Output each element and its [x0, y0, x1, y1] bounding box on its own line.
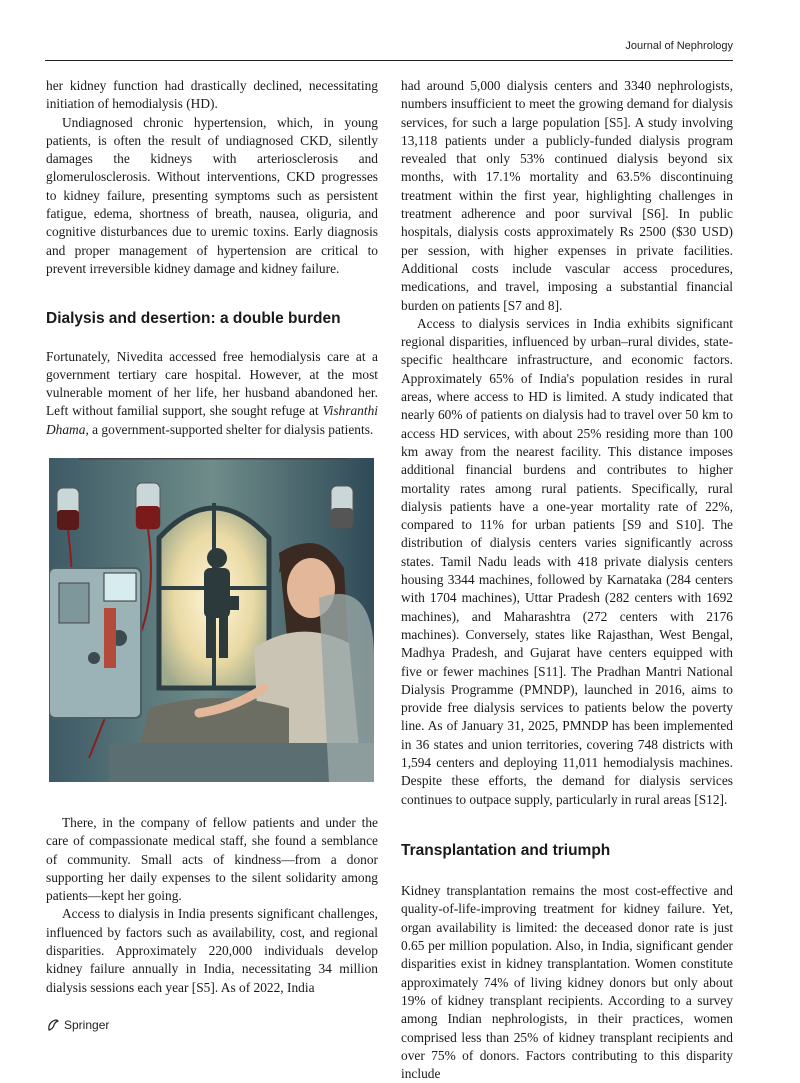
springer-logo-icon [46, 1018, 60, 1032]
right-column [401, 77, 733, 1083]
dialysis-illustration [49, 458, 374, 782]
section-heading-dialysis: Dialysis and desertion: a double burden [46, 310, 341, 328]
shelter-name: Vishranthi Dhama [46, 403, 378, 437]
section-heading-transplantation: Transplantation and triumph [401, 841, 611, 859]
paragraph: Fortunately, Nivedita accessed free hemodialysis care at a government tertiary care hospital. However, at the most vulnerable moment of her life, her husband abandoned her. Left without familial support, she sought refuge at Vishranthi Dhama, a government-supported shelter for dialysis patients. [46, 348, 378, 437]
publisher-name: Springer [64, 1018, 110, 1032]
paragraph: Access to dialysis services in India exhibits significant regional disparities, influenced by urban–rural divides, state-specific healthcare infrastructure, and economic factors. Approximately 65% of India's population resides in rural areas, where access to HD is limited. A study indicated that nearly 60% of patients on dialysis had to travel over 50 km to access HD services, with about 25% residing more than 100 km away from the nearest facility. This distance imposes additional financial burdens and contributes to higher mortality rates among rural patients. Specifically, rural dialysis patients have a one-year mortality rate of 22%, compared to 11% for urban patients [S9 and S10]. The distribution of dialysis centers varies significantly across states. Tamil Nadu leads with 418 private dialysis centers housing 3344 machines, followed by Karnataka (284 centers with 1704 machines), Uttar Pradesh (282 centers with 1692 machines), and Maharashtra (272 centers with 2176 machines). Conversely, states like Rajasthan, West Bengal, Madhya Pradesh, and Gujarat have centers equipped with five or fewer machines [S11]. The Pradhan Mantri National Dialysis Programme (PMNDP), launched in 2016, aims to provide free dialysis services to patients below the poverty line. As of January 31, 2025, PMNDP has been implemented in 36 states and union territories, covering 748 districts with 1,594 centers and deploying 11,011 hemodialysis machines. Despite these efforts, the demand for dialysis services continues to outpace supply, particularly in rural areas [S12]. [401, 315, 733, 807]
paragraph: her kidney function had drastically declined, necessitating initiation of hemodialysis (HD). [46, 78, 378, 112]
paragraph: Undiagnosed chronic hypertension, which, in young patients, is often the result of undiagnosed CKD, silently damages the kidneys with arteriosclerosis and glomerulosclerosis. Without interventions, CKD progresses to kidney failure, presenting symptoms such as persistent fatigue, edema, shortness of breath, nausea, oliguria, and cognitive disturbances due to uremic toxins. Early diagnosis and proper management of hypertension are critical to prevent irreversible kidney damage and kidney failure. [46, 114, 378, 276]
paragraph: Access to dialysis in India presents significant challenges, influenced by factors such as availability, cost, and regional disparities. Approximately 220,000 individuals develop kidney failure annually in India, necessitating 34 million dialysis sessions each year [S5]. As of 2022, India [46, 906, 378, 995]
dialysis-machine [49, 568, 141, 718]
paragraph: had around 5,000 dialysis centers and 3340 nephrologists, numbers insufficient to meet the growing demand for dialysis services, for such a large population [S5]. A study involving 13,118 patients under a publicly-funded dialysis program revealed that only 53% continued dialysis beyond six months, with 17.1% mortality and 63.5% discontinuing treatment within the first year, highlighting challenges in treatment adherence and poor survival [S6]. In public hospitals, dialysis costs approximately Rs 2500 ($30 USD) per session, with higher expenses in private facilities. Additional costs include vascular access procedures, medications, and travel, imposing a substantial financial burden on patients [S7 and 8]. [401, 78, 733, 313]
header-rule [45, 60, 733, 61]
left-column-bottom [46, 814, 378, 997]
journal-name: Journal of Nephrology [625, 40, 733, 52]
footer [46, 1018, 109, 1032]
paragraph: Kidney transplantation remains the most cost-effective and quality-of-life-improving treatment for kidney failure. Yet, organ availability is limited: the deceased donor rate is just 0.65 per million population. Also, in India, significant gender disparities exist in kidney transplantation. Women constitute approximately 74% of living kidney donors but only about 19% of kidney transplant recipients. According to a survey among Indian nephrologists, in their practices, women comprised less than 25% of kidney transplant recipients and over 75% of donors. Factors contributing to this disparity include [401, 883, 733, 1082]
paragraph: There, in the company of fellow patients and under the care of compassionate medical staff, she found a semblance of community. Small acts of kindness—from a donor supporting her daily expenses to the silent solidarity among patients—kept her going. [46, 815, 378, 904]
left-column [46, 77, 378, 439]
